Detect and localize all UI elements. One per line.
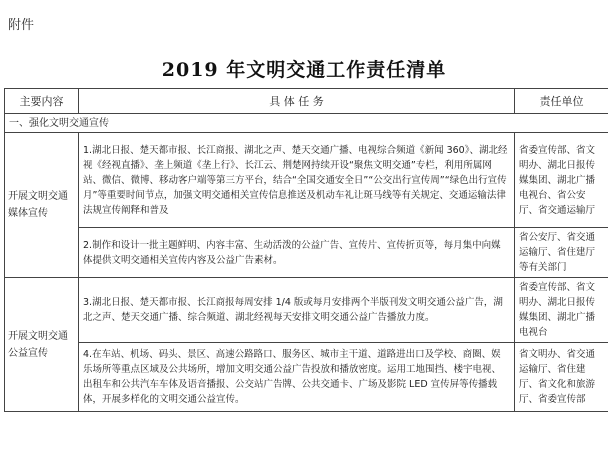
task-cell: 4.在车站、机场、码头、景区、高速公路路口、服务区、城市主干道、道路进出口及学校、商圈、娱乐场所等重点区域及公共场所，增加文明交通公益广告投放和播放密度。运用工地围挡、楼宇电视、出租车和公共汽车车体及语音播报、公交站广告牌、公共交通卡、广场及影院 LED 宣传屏等传播载体，开展多样化的文明交通公益宣传。 <box>79 343 515 412</box>
category-cell: 开展文明交通媒体宣传 <box>5 133 79 278</box>
section-row <box>5 114 608 133</box>
table-row <box>5 133 608 228</box>
column-header-tasks: 具 体 任 务 <box>79 89 515 114</box>
table-header-row <box>5 89 608 114</box>
document-title: 2019 年文明交通工作责任清单 <box>161 59 447 81</box>
task-cell: 3.湖北日报、楚天都市报、长江商报每周安排 1/4 版或每月安排两个半版刊发文明交通公益广告，湖北之声、楚天交通广播、综合频道、湖北经视每天安排文明交通公益广告播放力度。 <box>79 278 515 343</box>
category-cell: 开展文明交通公益宣传 <box>5 278 79 412</box>
table-row <box>5 278 608 343</box>
column-header-responsible: 责任单位 <box>515 89 608 114</box>
column-header-main-content: 主要内容 <box>5 89 79 114</box>
attachment-label: 附件 <box>8 18 35 33</box>
responsible-cell: 省公安厅、省交通运输厅、省住建厅等有关部门 <box>515 228 608 278</box>
responsible-cell: 省文明办、省交通运输厅、省住建厅、省文化和旅游厅、省委宣传部 <box>515 343 608 412</box>
section-title: 一、强化文明交通宣传 <box>5 114 608 133</box>
task-cell: 1.湖北日报、楚天都市报、长江商报、湖北之声、楚天交通广播、电视综合频道《新闻 360》、湖北经视《经视直播》、垄上频道《垄上行》、长江云、荆楚网持续开设“聚焦文明交通”专栏，利用所属网站、微信、微博、移动客户端等第三方平台，结合“全国交通安全日”“公交出行宣传周”“绿色出行宣传月”等重要时间节点，加强文明交通相关宣传信息推送及机动车礼让斑马线等有关规定、交通运输法律法规宣传阐释和普及 <box>79 133 515 228</box>
responsible-cell: 省委宣传部、省文明办、湖北日报传媒集团、湖北广播电视台 <box>515 278 608 343</box>
table-row <box>5 343 608 412</box>
responsible-cell: 省委宣传部、省文明办、湖北日报传媒集团、湖北广播电视台、省公安厅、省交通运输厅 <box>515 133 608 228</box>
responsibility-table <box>4 88 608 412</box>
task-cell: 2.制作和设计一批主题鲜明、内容丰富、生动活泼的公益广告、宣传片、宣传折页等，每月集中向媒体提供文明交通相关宣传内容及公益广告素材。 <box>79 228 515 278</box>
table-row <box>5 228 608 278</box>
